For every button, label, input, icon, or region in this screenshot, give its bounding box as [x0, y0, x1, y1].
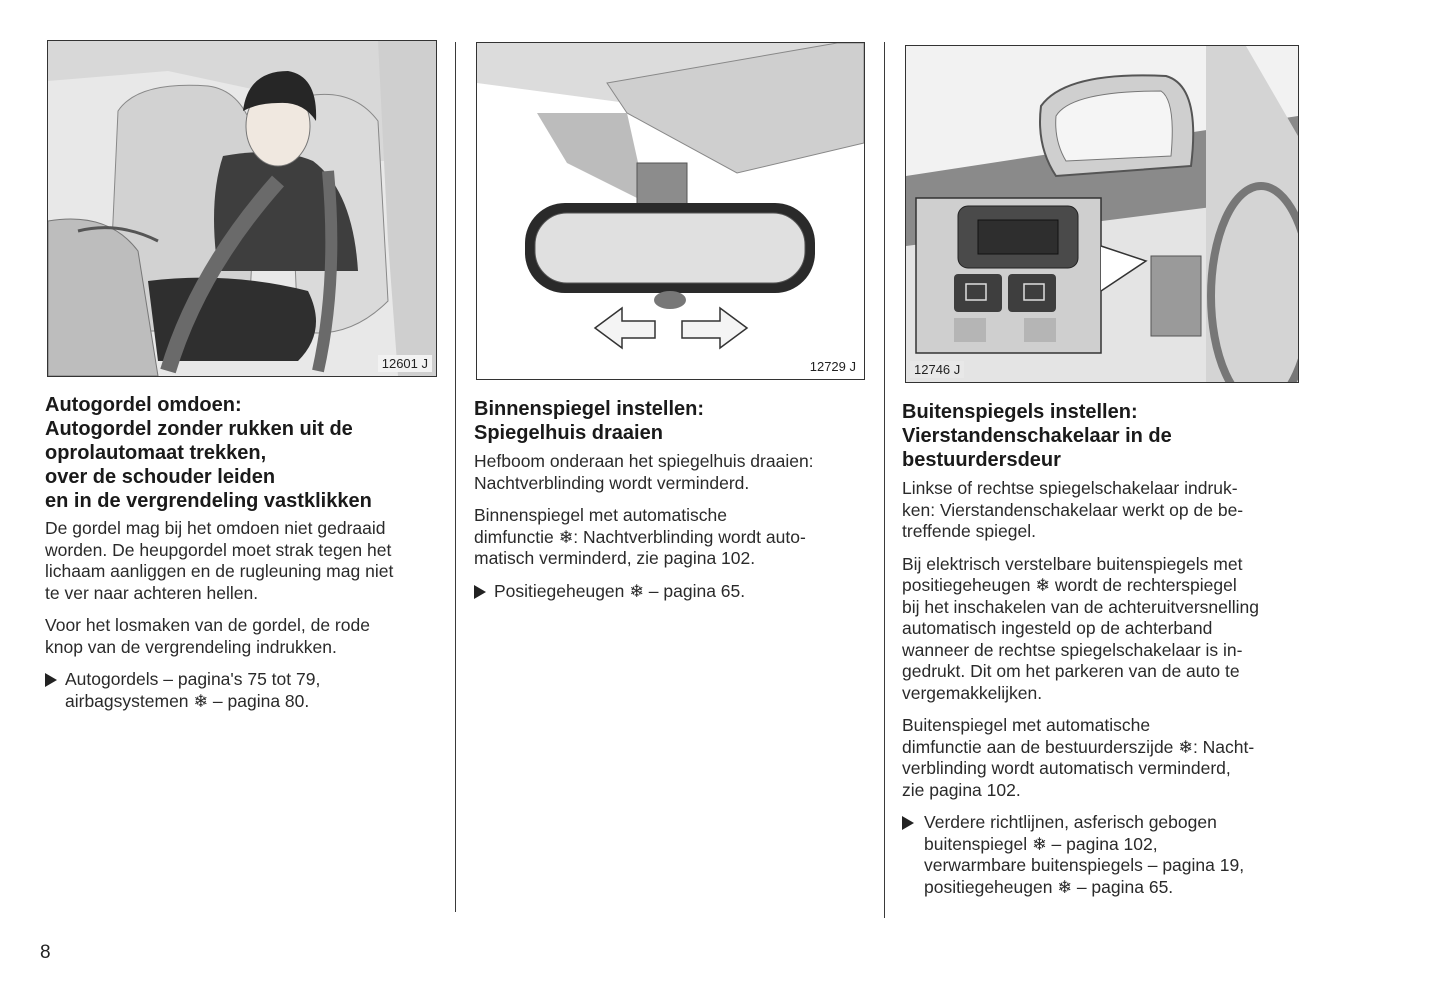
figure-id: 12601 J: [378, 355, 432, 372]
heading-line: bestuurdersdeur: [902, 449, 1061, 471]
text-line: Binnenspiegel met automatische: [474, 505, 727, 525]
figure-interior-mirror: [476, 42, 865, 380]
text-line: worden. De heupgordel moet strak tegen het: [45, 539, 392, 560]
paragraph-mirror-lever: [474, 451, 874, 494]
page-number: 8: [40, 942, 51, 963]
bullet-arrow-icon: [45, 673, 57, 687]
text-line: bij het inschakelen van de achteruitversnelling: [902, 596, 1260, 617]
section-heading: [902, 400, 1302, 472]
seat-belt-illustration: [48, 41, 436, 376]
text-line: Nachtverblinding wordt verminderd.: [474, 472, 750, 493]
column-interior-mirror: [474, 397, 874, 602]
text-line: verwarmbare buitenspiegels – pagina 19,: [924, 855, 1245, 875]
text-line: Buitenspiegel met automatische: [902, 715, 1151, 735]
figure-exterior-mirror: [905, 45, 1299, 383]
text-line: Linkse of rechtse spiegelschakelaar indruk-: [902, 478, 1238, 498]
text-line: vergemakkelijken.: [902, 682, 1043, 703]
text-line: Voor het losmaken van de gordel, de rode: [45, 615, 370, 635]
heading-line: over de schouder leiden: [45, 466, 276, 488]
section-heading: [45, 393, 445, 513]
column-exterior-mirror: [902, 400, 1302, 898]
text-line: buitenspiegel ❄ – pagina 102,: [924, 833, 1158, 854]
paragraph-belt-release: [45, 615, 445, 658]
paragraph-driver-dimming: [902, 715, 1302, 801]
text-line: positiegeheugen ❄ wordt de rechterspiegel: [902, 575, 1237, 595]
text-line: airbagsystemen ❄ – pagina 80.: [65, 690, 310, 711]
heading-line: Binnenspiegel instellen:: [474, 398, 705, 420]
figure-id: 12746 J: [910, 361, 964, 378]
text-line: matisch verminderd, zie pagina 102.: [474, 548, 756, 568]
text-line: dimfunctie ❄: Nachtverblinding wordt auto-: [474, 526, 806, 547]
heading-line: Autogordel zonder rukken uit de: [45, 418, 353, 440]
column-divider-right: [884, 42, 885, 918]
text-line: wanneer de rechtse spiegelschakelaar is in-: [902, 639, 1243, 660]
text-line: Hefboom onderaan het spiegelhuis draaien:: [474, 451, 814, 471]
text-line: verblinding wordt automatisch verminderd,: [902, 758, 1231, 778]
text-line: Verdere richtlijnen, asferisch gebogen: [924, 812, 1217, 832]
text-line: lichaam aanliggen en de rugleuning mag niet: [45, 561, 394, 581]
text-line: Autogordels – pagina's 75 tot 79,: [65, 669, 321, 689]
text-line: treffende spiegel.: [902, 521, 1036, 541]
column-seat-belt: [45, 393, 445, 712]
text-line: te ver naar achteren hellen.: [45, 582, 259, 603]
text-line: zie pagina 102.: [902, 779, 1021, 800]
heading-line: en in de vergrendeling vastklikken: [45, 490, 372, 512]
text-line: automatisch ingesteld op de achterband: [902, 618, 1213, 638]
text-line: positiegeheugen ❄ – pagina 65.: [924, 876, 1174, 897]
figure-id: 12729 J: [806, 358, 860, 375]
bullet-arrow-icon: [474, 585, 486, 599]
column-divider-left: [455, 42, 456, 912]
text-line: dimfunctie aan de bestuurderszijde ❄: Nacht-: [902, 736, 1255, 757]
cross-reference: [45, 669, 445, 712]
text-line: De gordel mag bij het omdoen niet gedraaid: [45, 518, 386, 538]
paragraph-position-memory: [902, 554, 1302, 705]
heading-line: Vierstandenschakelaar in de: [902, 425, 1172, 447]
text-line: ken: Vierstandenschakelaar werkt op de be-: [902, 499, 1244, 520]
heading-line: oprolautomaat trekken,: [45, 442, 267, 464]
cross-reference: [902, 812, 1302, 898]
heading-line: Autogordel omdoen:: [45, 394, 242, 416]
bullet-arrow-icon: [902, 816, 914, 830]
paragraph-switch: [902, 478, 1302, 543]
text-line: Bij elektrisch verstelbare buitenspiegels met: [902, 553, 1243, 574]
heading-line: Buitenspiegels instellen:: [902, 401, 1138, 423]
paragraph-belt-wearing: [45, 518, 445, 604]
text-line: Positiegeheugen ❄ – pagina 65.: [494, 580, 746, 601]
text-line: knop van de vergrendeling indrukken.: [45, 636, 337, 657]
figure-seat-belt: [47, 40, 437, 377]
interior-mirror-illustration: [477, 43, 864, 379]
text-line: gedrukt. Dit om het parkeren van de auto te: [902, 661, 1240, 681]
heading-line: Spiegelhuis draaien: [474, 422, 663, 444]
exterior-mirror-illustration: [906, 46, 1298, 382]
paragraph-auto-dimming: [474, 505, 874, 570]
section-heading: [474, 397, 874, 445]
cross-reference: [474, 581, 874, 603]
